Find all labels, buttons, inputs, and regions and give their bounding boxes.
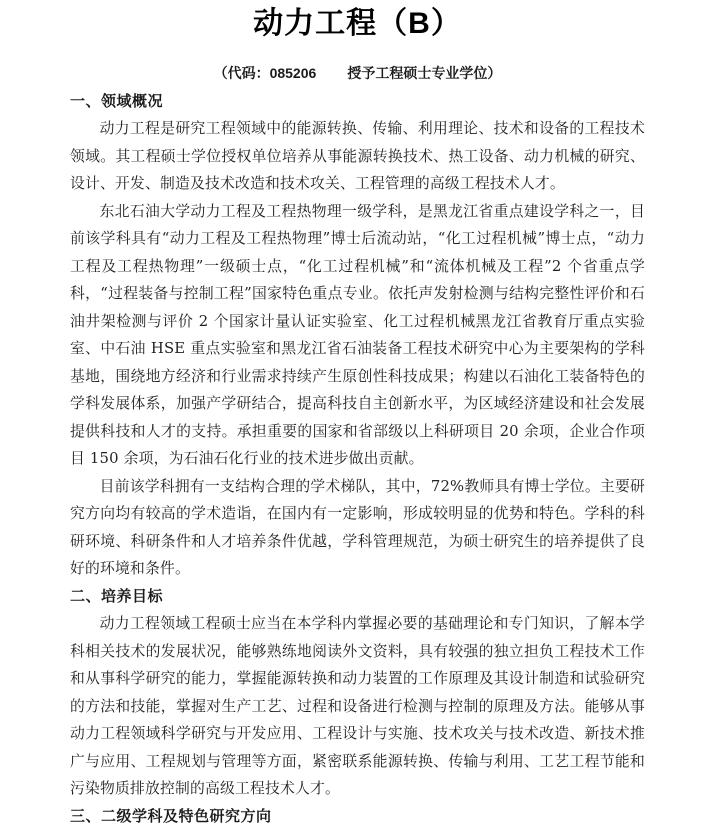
paragraph: 动力工程是研究工程领域中的能源转换、传输、利用理论、技术和设备的工程技术领域。其工程硕士学位授权单位培养从事能源转换技术、热工设备、动力机械的研究、设计、开发、制造及技术改造和技术攻关、工程管理的高级工程技术人才。 xyxy=(70,120,645,192)
paragraph: 目前该学科拥有一支结构合理的学术梯队，其中，72%教师具有博士学位。主要研究方向均有较高的学术造诣，在国内有一定影响，形成较明显的优势和特色。学科的科研环境、科研条件和人才培养条件优越，学科管理规范，为硕士研究生的培养提供了良好的环境和条件。 xyxy=(70,477,645,577)
section-heading-subdisciplines: 三、二级学科及特色研究方向 xyxy=(70,807,272,825)
paragraph: 动力工程领域工程硕士应当在本学科内掌握必要的基础理论和专门知识，了解本学科相关技术的发展状况，能够熟练地阅读外文资料，具有较强的独立担负工程技术工作和从事科学研究的能力，掌握能源转换和动力装置的工作原理及其设计制造和试验研究的方法和技能，掌握对生产工艺、过程和设备进行检测与控制的原理及方法。能够从事动力工程领域科学研究与开发应用、工程设计与实施、技术攻关与技术改造、新技术推广与应用、工程规划与管理等方面，紧密联系能源转换、传输与利用、工艺工程节能和污染物质排放控制的高级工程技术人才。 xyxy=(70,615,645,797)
section-heading-overview: 一、领域概况 xyxy=(70,92,164,110)
section-heading-training-goals: 二、培养目标 xyxy=(70,587,164,605)
section-overview xyxy=(70,88,645,583)
section-training-goals xyxy=(70,583,645,803)
document-title: 动力工程（B） xyxy=(253,7,462,40)
document-subtitle: （代码：085206 授予工程硕士专业学位） xyxy=(213,65,502,81)
paragraph: 东北石油大学动力工程及工程热物理一级学科，是黑龙江省重点建设学科之一，目前该学科具有“动力工程及工程热物理”博士后流动站，“化工过程机械”博士点，“动力工程及工程热物理”一级硕士点，“化工过程机械”和“流体机械及工程”2 个省重点学科，“过程装备与控制工程”国家特色重点专业。依托声发射检测与结构完整性评价和石油井架检测与评价 2 个国家计量认证实验室、化工过程机械黑龙江省教育厅重点实验室、中石油 HSE 重点实验室和黑龙江省石油装备工程技术研究中心为主要架构的学科基地，围绕地方经济和行业需求持续产生原创性科技成果；构建以石油化工装备特色的学科发展体系，加强产学研结合，提高科技自主创新水平，为区域经济建设和社会发展提供科技和人才的支持。承担重要的国家和省部级以上科研项目 20 余项，企业合作项目 150 余项，为石油石化行业的技术进步做出贡献。 xyxy=(70,202,645,467)
section-subdisciplines xyxy=(70,803,645,830)
